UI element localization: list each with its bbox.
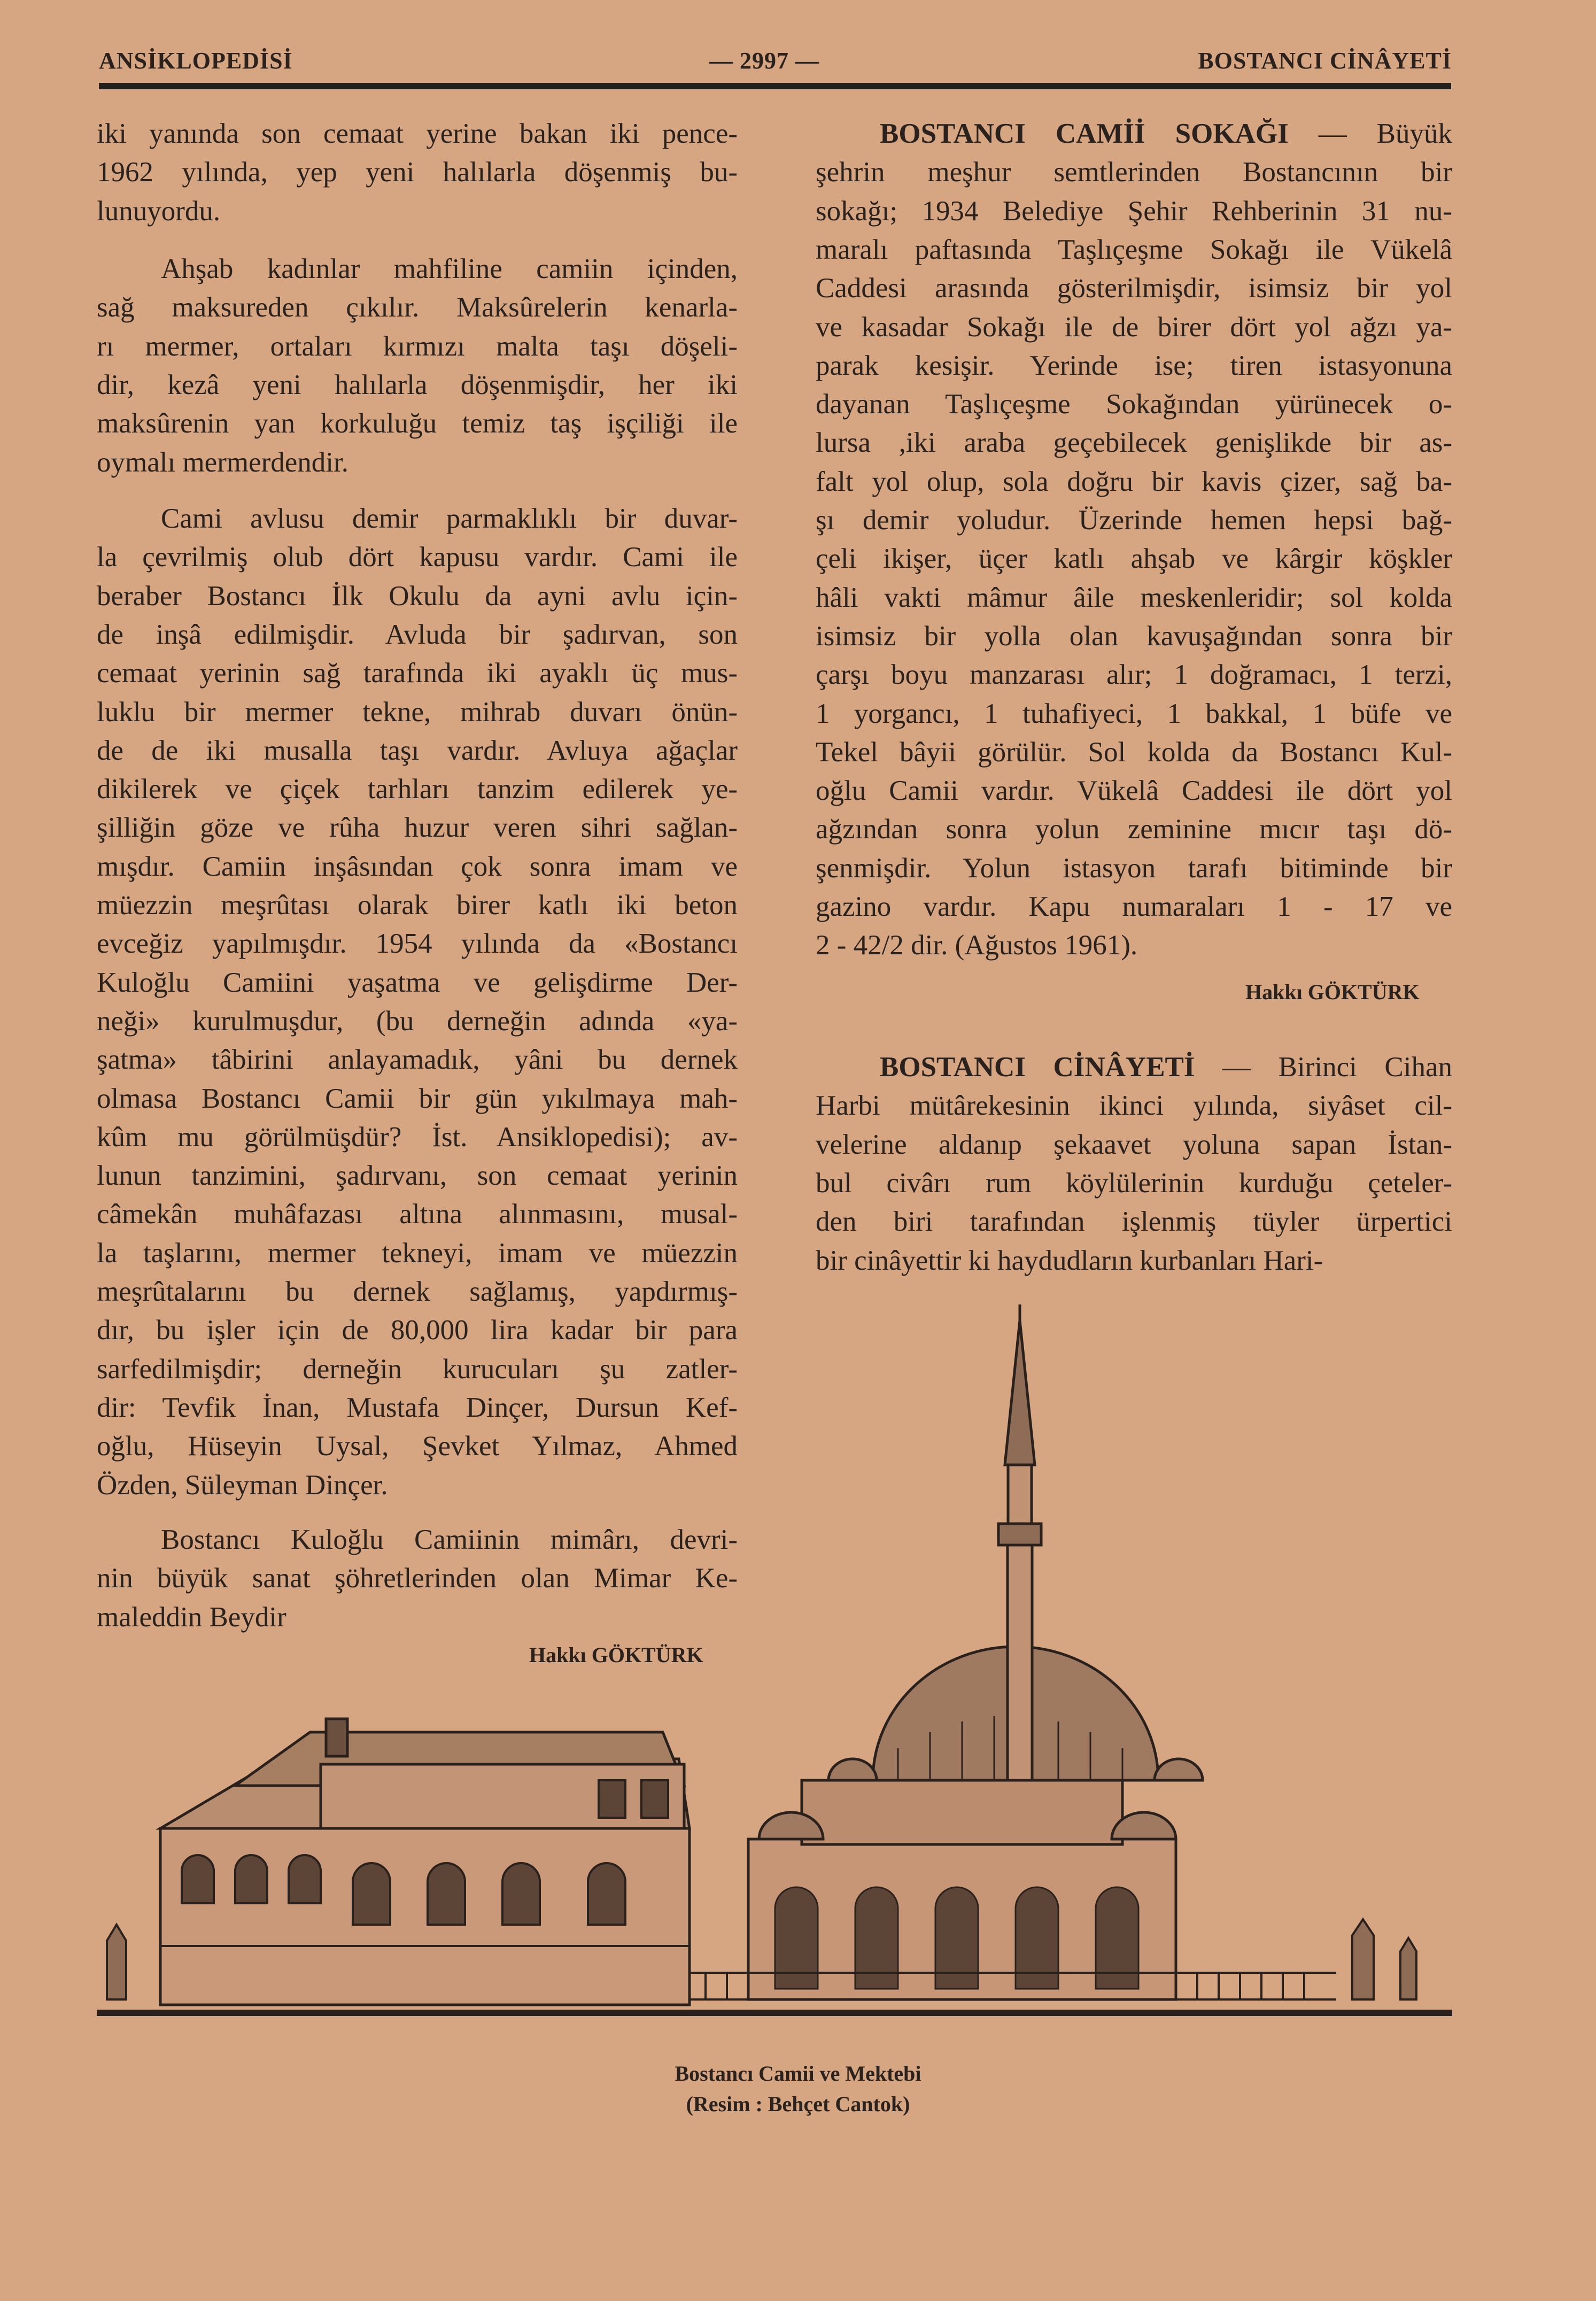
text-line: sağ maksureden çıkılır. Maksûrelerin kenarla- [97, 292, 738, 323]
text-line: dir, kezâ yeni halılarla döşenmişdir, her iki [97, 369, 738, 400]
text-line: câmekân muhâfazası altına alınmasını, musal- [97, 1199, 738, 1230]
text-line: 2 - 42/2 dir. (Ağustos 1961). [816, 930, 1138, 961]
text-line: isimsiz bir yolla olan kavuşağından sonra bir [816, 620, 1452, 652]
text-line: luklu bir mermer tekne, mihrab duvarı önün- [97, 696, 738, 728]
text-line: parak kesişir. Yerinde ise; tiren istasyonuna [816, 350, 1452, 381]
text-line: maralı paftasında Taşlıçeşme Sokağı ile Vükelâ [816, 234, 1452, 265]
text-line: hâli vakti mâmur âile meskenleridir; sol kolda [816, 582, 1452, 613]
entry-headword: BOSTANCI CİNÂYETİ [880, 1052, 1223, 1083]
text-line: mışdır. Camiin inşâsından çok sonra imam ve [97, 851, 738, 882]
text-line: dir: Tevfik İnan, Mustafa Dinçer, Dursun Kef- [97, 1392, 738, 1423]
text-line: lunuyordu. [97, 195, 221, 227]
text-line: iki yanında son cemaat yerine bakan iki pence- [97, 118, 738, 149]
text-line: sokağı; 1934 Belediye Şehir Rehberinin 31 nu- [816, 195, 1452, 227]
text-line: neği» kurulmuşdur, (bu derneğin adında «ya- [97, 1005, 738, 1037]
text-line: şatma» tâbirini anlayamadık, yâni bu dernek [97, 1044, 738, 1076]
text-line: velerine aldanıp şekaavet yoluna sapan İstan- [816, 1129, 1452, 1160]
text-line: evceğiz yapılmışdır. 1954 yılında da «Bostancı [97, 928, 738, 960]
entry-headword: BOSTANCI CAMİİ SOKAĞI [880, 118, 1319, 149]
figure-caption: Bostancı Camii ve Mektebi [675, 2061, 921, 2086]
text-line: bul civârı rum köylülerinin kurduğu çeteler- [816, 1167, 1452, 1199]
text-line: olmasa Bostancı Camii bir gün yıkılmaya mah- [97, 1083, 738, 1114]
text-line: beraber Bostancı İlk Okulu da ayni avlu için- [97, 580, 738, 612]
text-line: oymalı mermerdendir. [97, 446, 348, 478]
running-head-left: ANSİKLOPEDİSİ [99, 48, 293, 74]
text-line: oğlu Camii vardır. Vükelâ Caddesi ile dört yol [816, 775, 1452, 807]
text-line: şehrin meşhur semtlerinden Bostancının bir [816, 157, 1452, 188]
text-line: den biri tarafından işlenmiş tüyler ürpertici [816, 1206, 1452, 1238]
text-line: la taşlarını, mermer tekneyi, imam ve müezzin [97, 1237, 738, 1269]
text-line: Caddesi arasında gösterilmişdir, isimsiz bir yol [816, 273, 1452, 304]
text-line: gazino vardır. Kapu numaraları 1 - 17 ve [816, 891, 1452, 922]
text-line: Cami avlusu demir parmaklıklı bir duvar- [161, 503, 738, 534]
page-number: — 2997 — [709, 48, 819, 74]
figure-credit: (Resim : Behçet Cantok) [686, 2092, 910, 2116]
text-line: Özden, Süleyman Dinçer. [97, 1469, 388, 1501]
text-line: kûm mu görülmüşdür? İst. Ansiklopedisi); av- [97, 1121, 738, 1153]
text-line: ağzından sonra yolun zeminine mıcır taşı dö- [816, 814, 1452, 845]
text-line: 1962 yılında, yep yeni halılarla döşenmiş bu- [97, 157, 738, 188]
text-line: Kuloğlu Camiini yaşatma ve gelişdirme Der- [97, 967, 738, 998]
text-line: 1 yorgancı, 1 tuhafiyeci, 1 bakkal, 1 büfe ve [816, 698, 1452, 729]
text-line: cemaat yerinin sağ tarafında iki ayaklı üç mus- [97, 658, 738, 689]
text-line: Ahşab kadınlar mahfiline camiin içinden, [161, 253, 738, 284]
text-line: la çevrilmiş olub dört kapusu vardır. Cami ile [97, 542, 738, 573]
text-line: lunun tanzimini, şadırvanı, son cemaat yerinin [97, 1160, 738, 1192]
running-head-right: BOSTANCI CİNÂYETİ [1198, 48, 1452, 74]
text-line: BOSTANCI CİNÂYETİ — Birinci Cihan [880, 1052, 1452, 1083]
text-line: müezzin meşrûtası olarak birer katlı iki beton [97, 890, 738, 921]
text-line: dayanan Taşlıçeşme Sokağından yürünecek o- [816, 389, 1452, 420]
text-line: lursa ,iki araba geçebilecek genişlikde bir as- [816, 427, 1452, 459]
text-line: şilliğin göze ve rûha huzur veren sihri sağlan- [97, 812, 738, 844]
text-line: Bostancı Kuloğlu Camiinin mimârı, devri- [161, 1524, 738, 1555]
text-line: BOSTANCI CAMİİ SOKAĞI — Büyük [880, 118, 1452, 149]
text-line: falt yol olup, sola doğru bir kavis çizer, sağ ba- [816, 466, 1452, 497]
text-line: maleddin Beydir [97, 1601, 286, 1633]
text-line: rı mermer, ortaları kırmızı malta taşı döşeli- [97, 330, 738, 362]
mosque-building [748, 1647, 1203, 1999]
text-line: dır, bu işler için de 80,000 lira kadar bir para [97, 1315, 738, 1346]
text-line: çeli ikişer, üçer katlı ahşab ve kârgir köşkler [816, 543, 1452, 575]
text-line: meşrûtalarını bu dernek sağlamış, yapdırmış- [97, 1276, 738, 1307]
text-line: Tekel bâyii görülür. Sol kolda da Bostancı Kul- [816, 736, 1452, 768]
text-line: de inşâ edilmişdir. Avluda bir şadırvan, son [97, 619, 738, 650]
text-line: bir cinâyettir ki haydudların kurbanları Hari- [816, 1245, 1323, 1276]
text-line: de de iki musalla taşı vardır. Avluya ağaçlar [97, 735, 738, 766]
text-line: Harbi mütârekesinin ikinci yılında, siyâset cil- [816, 1090, 1452, 1122]
text-line: maksûrenin yan korkuluğu temiz taş işçiliği ile [97, 408, 738, 439]
text-line: ve kasadar Sokağı ile de birer dört yol ağzı ya- [816, 311, 1452, 343]
text-line: şenmişdir. Yolun istasyon tarafı bitiminde bir [816, 852, 1452, 884]
text-line: oğlu, Hüseyin Uysal, Şevket Yılmaz, Ahmed [97, 1431, 738, 1462]
left-signature: Hakkı GÖKTÜRK [529, 1643, 703, 1667]
text-line: çarşı boyu manzarası alır; 1 doğramacı, 1 terzi, [816, 659, 1452, 691]
text-line: dikilerek ve çiçek tarhları tanzim edilerek ye- [97, 774, 738, 805]
text-line: şı demir yoludur. Üzerinde hemen hepsi bağ- [816, 505, 1452, 536]
text-line: nin büyük sanat şöhretlerinden olan Mimar Ke- [97, 1563, 738, 1594]
text-line: sarfedilmişdir; derneğin kurucuları şu zatler- [97, 1353, 738, 1385]
school-building [160, 1719, 689, 2005]
right-signature: Hakkı GÖKTÜRK [1245, 980, 1420, 1004]
